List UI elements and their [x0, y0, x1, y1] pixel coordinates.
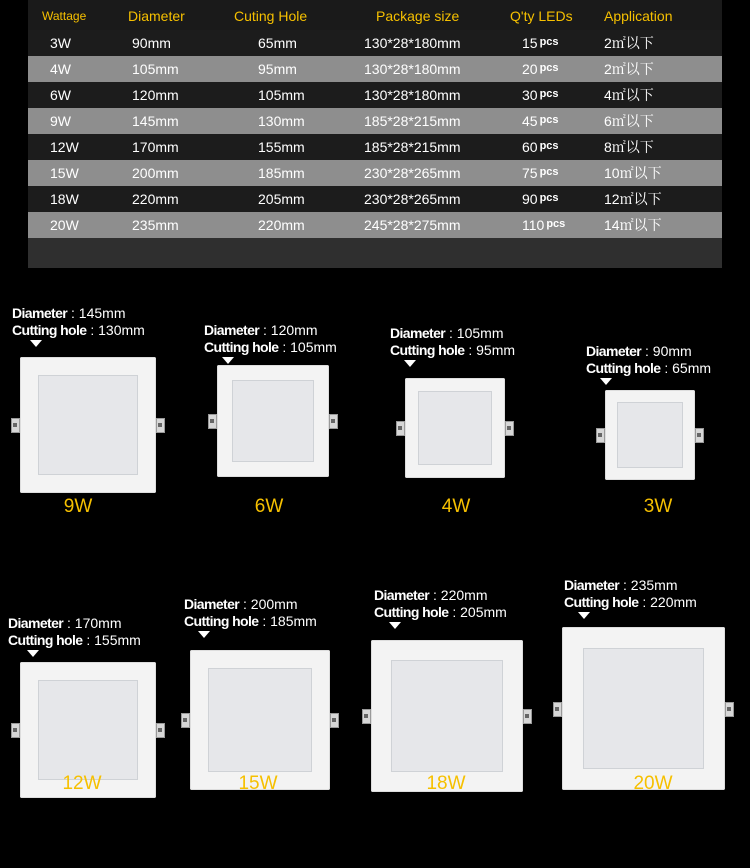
wattage-label: 12W [62, 773, 102, 794]
arrow-down-icon [404, 360, 416, 367]
spec-caption [564, 577, 697, 611]
diameter-label: Diameter [586, 343, 642, 359]
led-unit: pcs [539, 114, 559, 126]
led-count: 110 [522, 217, 545, 233]
spring-clip-icon [553, 702, 562, 717]
spec-caption [586, 343, 711, 377]
spec-caption [8, 615, 141, 649]
diameter-value: : 235mm [623, 577, 678, 593]
diameter-value: : 120mm [263, 322, 318, 338]
spring-clip-icon [596, 428, 605, 443]
cell-wattage: 4W [50, 61, 71, 77]
led-count: 45 [522, 113, 538, 129]
led-unit: pcs [539, 36, 559, 48]
cell-cutting-hole: 95mm [258, 61, 297, 77]
driver-connector-icon [725, 702, 734, 717]
driver-connector-icon [156, 418, 165, 433]
driver-connector-icon [156, 723, 165, 738]
cutting-hole-label: Cutting hole [564, 594, 639, 610]
table-row [28, 30, 722, 56]
cell-diameter: 105mm [132, 61, 179, 77]
table-row [28, 56, 722, 82]
cell-cutting-hole: 205mm [258, 191, 305, 207]
cutting-hole-label: Cutting hole [586, 360, 661, 376]
table-row [28, 160, 722, 186]
led-unit: pcs [539, 62, 559, 74]
cutting-hole-value: : 95mm [468, 342, 516, 358]
arrow-down-icon [389, 622, 401, 629]
arrow-down-icon [30, 340, 42, 347]
header-cutting-hole: Cuting Hole [234, 8, 308, 24]
cell-leds [522, 82, 559, 108]
driver-connector-icon [329, 414, 338, 429]
wattage-label: 15W [238, 773, 278, 794]
header-diameter: Diameter [128, 8, 185, 24]
wattage-label: 6W [254, 496, 284, 517]
cutting-hole-label: Cutting hole [184, 613, 259, 629]
cutting-hole-value: : 205mm [452, 604, 507, 620]
light-diffuser [208, 668, 312, 772]
diameter-value: : 90mm [645, 343, 692, 359]
table-row [28, 186, 722, 212]
cell-cutting-hole: 220mm [258, 217, 305, 233]
cell-leds [522, 56, 559, 82]
led-panel-image [190, 650, 330, 790]
diameter-value: : 105mm [449, 325, 504, 341]
cell-application: 6㎡以下 [604, 113, 654, 129]
cell-package-size: 130*28*180mm [364, 87, 461, 103]
led-panel-image [20, 357, 156, 493]
header-qty-leds: Q'ty LEDs [510, 8, 573, 24]
cell-leds [522, 186, 559, 212]
cell-diameter: 120mm [132, 87, 179, 103]
cell-wattage: 6W [50, 87, 71, 103]
light-diffuser [583, 648, 704, 769]
spring-clip-icon [208, 414, 217, 429]
cell-wattage: 3W [50, 35, 71, 51]
diameter-label: Diameter [564, 577, 620, 593]
led-count: 90 [522, 191, 538, 207]
cell-package-size: 130*28*180mm [364, 61, 461, 77]
wattage-label: 9W [63, 496, 93, 517]
cell-application: 2㎡以下 [604, 61, 654, 77]
cell-cutting-hole: 65mm [258, 35, 297, 51]
led-panel-image [371, 640, 523, 792]
driver-connector-icon [695, 428, 704, 443]
led-unit: pcs [539, 88, 559, 100]
table-row [28, 108, 722, 134]
wattage-label: 4W [441, 496, 471, 517]
light-diffuser [418, 391, 492, 465]
led-count: 60 [522, 139, 538, 155]
spec-caption [374, 587, 507, 621]
cutting-hole-value: : 185mm [262, 613, 317, 629]
cell-diameter: 90mm [132, 35, 171, 51]
cell-application: 12㎡以下 [604, 191, 662, 207]
table-row [28, 82, 722, 108]
spec-caption [184, 596, 317, 630]
led-panel-image [217, 365, 329, 477]
cell-diameter: 220mm [132, 191, 179, 207]
cutting-hole-label: Cutting hole [374, 604, 449, 620]
arrow-down-icon [27, 650, 39, 657]
cell-leds [522, 30, 559, 56]
spec-caption [12, 305, 145, 339]
diameter-label: Diameter [8, 615, 64, 631]
wattage-label: 20W [633, 773, 673, 794]
spring-clip-icon [11, 418, 20, 433]
diameter-value: : 145mm [71, 305, 126, 321]
cell-wattage: 9W [50, 113, 71, 129]
diameter-label: Diameter [12, 305, 68, 321]
spring-clip-icon [396, 421, 405, 436]
cell-wattage: 18W [50, 191, 79, 207]
cutting-hole-label: Cutting hole [8, 632, 83, 648]
arrow-down-icon [222, 357, 234, 364]
led-unit: pcs [546, 218, 566, 230]
light-diffuser [38, 680, 138, 780]
cutting-hole-value: : 130mm [90, 322, 145, 338]
diameter-value: : 170mm [67, 615, 122, 631]
led-panel-image [562, 627, 725, 790]
header-package-size: Package size [376, 8, 460, 24]
driver-connector-icon [505, 421, 514, 436]
led-count: 30 [522, 87, 538, 103]
cell-leds [522, 212, 565, 238]
cell-application: 8㎡以下 [604, 139, 654, 155]
spec-table [28, 0, 722, 268]
cutting-hole-value: : 220mm [642, 594, 697, 610]
diameter-label: Diameter [184, 596, 240, 612]
cutting-hole-value: : 105mm [282, 339, 337, 355]
table-footer-row [28, 238, 722, 268]
arrow-down-icon [578, 612, 590, 619]
diameter-label: Diameter [374, 587, 430, 603]
led-count: 20 [522, 61, 538, 77]
light-diffuser [391, 660, 503, 772]
led-unit: pcs [539, 192, 559, 204]
cutting-hole-label: Cutting hole [390, 342, 465, 358]
cell-package-size: 245*28*275mm [364, 217, 461, 233]
cell-application: 4㎡以下 [604, 87, 654, 103]
cell-leds [522, 108, 559, 134]
spring-clip-icon [362, 709, 371, 724]
led-panel-image [605, 390, 695, 480]
arrow-down-icon [600, 378, 612, 385]
diameter-label: Diameter [390, 325, 446, 341]
led-count: 75 [522, 165, 538, 181]
cell-diameter: 235mm [132, 217, 179, 233]
light-diffuser [232, 380, 314, 462]
cell-application: 10㎡以下 [604, 165, 662, 181]
cell-application: 2㎡以下 [604, 35, 654, 51]
cutting-hole-label: Cutting hole [12, 322, 87, 338]
cell-cutting-hole: 130mm [258, 113, 305, 129]
led-unit: pcs [539, 166, 559, 178]
cell-diameter: 145mm [132, 113, 179, 129]
cell-wattage: 12W [50, 139, 79, 155]
cell-wattage: 20W [50, 217, 79, 233]
diameter-value: : 200mm [243, 596, 298, 612]
table-row [28, 212, 722, 238]
led-unit: pcs [539, 140, 559, 152]
arrow-down-icon [198, 631, 210, 638]
driver-connector-icon [523, 709, 532, 724]
diameter-label: Diameter [204, 322, 260, 338]
cell-wattage: 15W [50, 165, 79, 181]
spring-clip-icon [11, 723, 20, 738]
cutting-hole-label: Cutting hole [204, 339, 279, 355]
cutting-hole-value: : 155mm [86, 632, 141, 648]
cell-application: 14㎡以下 [604, 217, 662, 233]
cell-leds [522, 134, 559, 160]
cell-package-size: 130*28*180mm [364, 35, 461, 51]
cell-package-size: 230*28*265mm [364, 191, 461, 207]
led-count: 15 [522, 35, 538, 51]
table-header [28, 0, 722, 30]
spec-caption [204, 322, 337, 356]
cell-package-size: 185*28*215mm [364, 113, 461, 129]
table-row [28, 134, 722, 160]
spec-caption [390, 325, 515, 359]
cell-cutting-hole: 105mm [258, 87, 305, 103]
header-application: Application [604, 8, 673, 24]
spring-clip-icon [181, 713, 190, 728]
cutting-hole-value: : 65mm [664, 360, 712, 376]
cell-diameter: 200mm [132, 165, 179, 181]
cell-package-size: 185*28*215mm [364, 139, 461, 155]
diameter-value: : 220mm [433, 587, 488, 603]
header-wattage: Wattage [42, 9, 87, 23]
led-panel-image [405, 378, 505, 478]
cell-leds [522, 160, 559, 186]
driver-connector-icon [330, 713, 339, 728]
cell-package-size: 230*28*265mm [364, 165, 461, 181]
cell-cutting-hole: 185mm [258, 165, 305, 181]
wattage-label: 18W [426, 773, 466, 794]
light-diffuser [617, 402, 683, 468]
wattage-label: 3W [643, 496, 673, 517]
light-diffuser [38, 375, 138, 475]
cell-diameter: 170mm [132, 139, 179, 155]
cell-cutting-hole: 155mm [258, 139, 305, 155]
